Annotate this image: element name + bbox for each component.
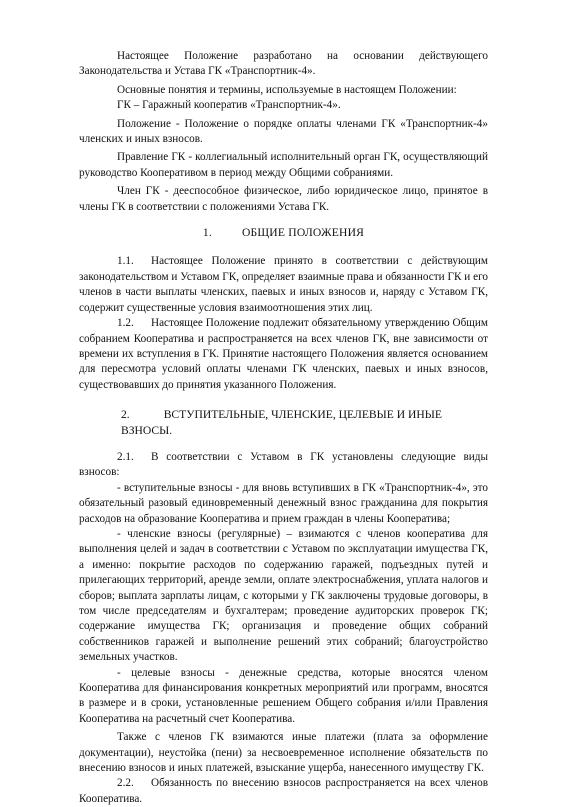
list-item-entrance-fees: - вступительные взносы - для вновь вступивших в ГК «Транспортник-4», это обязательный разовый единовременный денежный взнос гражданина для покрытия расходов на образование Кооператива и прием граждан в члены Кооператива; [79,481,488,525]
section-2-heading [121,407,488,438]
clause-number: 2.2. [117,777,134,790]
clause-text: Обязанность по внесению взносов распространяется на всех членов Кооператива. [79,777,488,805]
section-1-title: ОБЩИЕ ПОЛОЖЕНИЯ [241,226,365,240]
section-2-title: ВСТУПИТЕЛЬНЫЕ, ЧЛЕНСКИЕ, ЦЕЛЕВЫЕ И ИНЫЕ ВЗНОСЫ. [121,408,442,437]
definition-pravlenie: Правление ГК - коллегиальный исполнительный орган ГК, осуществляющий руководство Кооперативом в период между Общими собраниями. [79,151,488,179]
list-item-membership-fees: - членские взносы (регулярные) – взимаются с членов кооператива для выполнения целей и задач в соответствии с Уставом по эксплуатации имущества ГК, а именно: покрытие расходов по содержанию гаражей, подъездных путей и прилегающих территорий, аренде земли, оплате электроснабжения, уплата налогов и сборов; выплата зарплаты лицам, с которыми у ГК заключены трудовые договоры, в том числе председателям и бухгалтерам; проведение аудиторских проверок ГК; содержание имущества ГК; организация и проведение общих собраний собственников гаражей и выполнение решений этих собраний; благоустройство земельных участков. [79,527,488,664]
clause-number: 2.1. [117,450,134,463]
clause-1-1 [79,254,488,316]
clause-number: 1.2. [117,317,134,330]
clause-2-1 [79,450,488,481]
intro-paragraph-2: Основные понятия и термины, используемые в настоящем Положении: [117,83,457,96]
definition-gk: ГК – Гаражный кооператив «Транспортник-4». [117,99,341,112]
clause-text: В соответствии с Уставом в ГК установлены следующие виды взносов: [79,450,488,479]
clause-text: Настоящее Положение подлежит обязательному утверждению Общим собранием Кооператива и распространяется на всех членов ГК, вне зависимости от времени их вступления в ГК. Принятие настоящего Положения является основанием для пересмотра условий оплаты членами ГК членских, паевых и иных взносов, существовавших до принятия указанного Положения. [79,317,488,391]
section-1-heading [79,225,488,240]
other-payments-paragraph: Также с членов ГК взимаются иные платежи (плата за оформление документации), неустойка (пени) за несвоевременное исполнение обязательств по внесению взносов и иных платежей, взыскание ущерба, нанесенного имуществу ГК. [79,731,488,775]
clause-text: Настоящее Положение принято в соответствии с действующим законодательством и Уставом ГК, определяет взаимные права и обязанности ГК и его членов в части выплаты членских, паевых и иных взносов и, наряду с Уставом ГК, содержит существенные условия взаимоотношения этих лиц. [79,255,488,314]
intro-paragraph-1: Настоящее Положение разработано на основании действующего Законодательства и Устава ГК «Транспортник-4». [79,50,488,78]
clause-number: 1.1. [117,255,134,268]
list-item-target-fees: - целевые взносы - денежные средства, которые вносятся членом Кооператива для финансирования конкретных мероприятий или программ, вносятся в размере и в сроки, установленные решением Общего собрания и/или Правления Кооператива на расчетный счет Кооператива. [79,666,488,725]
clause-1-2 [79,316,488,393]
definition-polozhenie: Положение - Положение о порядке оплаты членами ГК «Транспортник-4» членских и иных взносов. [79,117,488,146]
clause-2-2 [79,776,488,807]
section-1-number: 1. [202,226,212,240]
document-page [79,49,488,807]
definition-chlen: Член ГК - дееспособное физическое, либо юридическое лицо, принятое в члены ГК в соответствии с положениями Устава ГК. [79,185,488,213]
section-2-number: 2. [121,408,130,422]
